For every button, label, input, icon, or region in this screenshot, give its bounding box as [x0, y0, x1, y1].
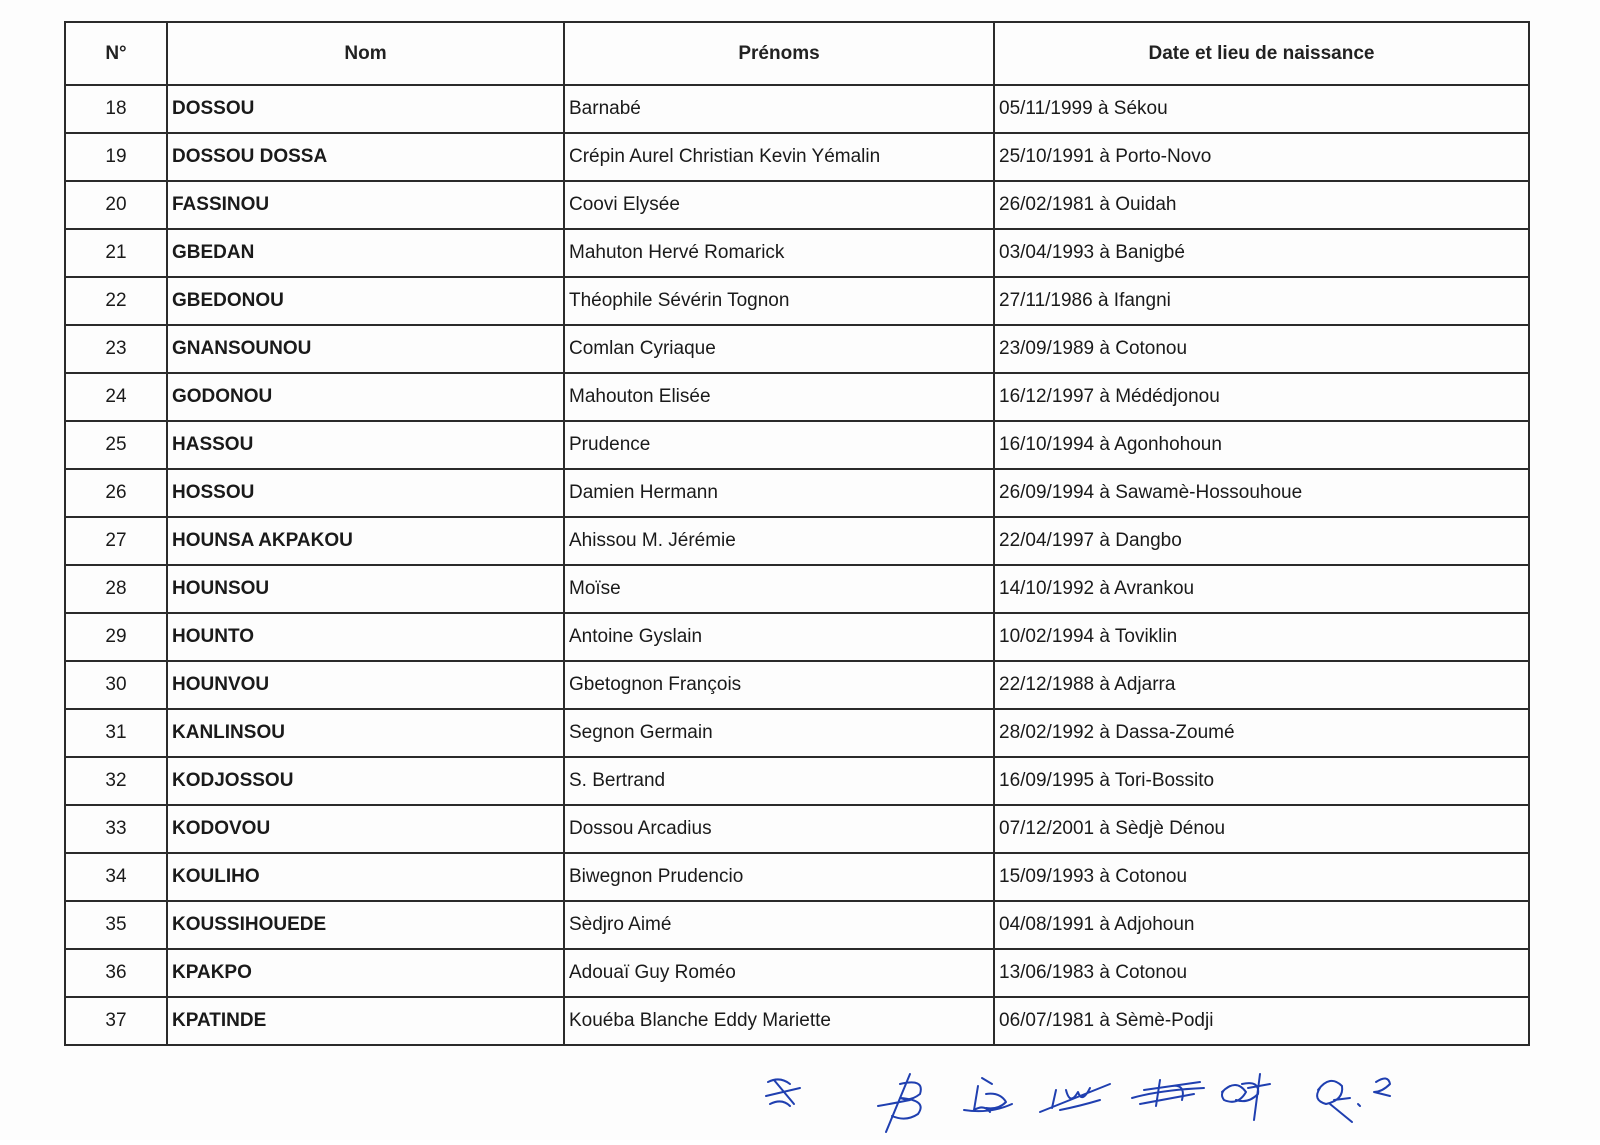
cell-prenoms: Segnon Germain — [564, 709, 994, 757]
cell-num: 30 — [65, 661, 167, 709]
table-row — [65, 757, 1529, 805]
cell-prenoms: Barnabé — [564, 85, 994, 133]
cell-nom: HASSOU — [167, 421, 564, 469]
cell-prenoms: Crépin Aurel Christian Kevin Yémalin — [564, 133, 994, 181]
cell-prenoms: Moïse — [564, 565, 994, 613]
table-row — [65, 565, 1529, 613]
cell-prenoms: Adouaï Guy Roméo — [564, 949, 994, 997]
cell-num: 26 — [65, 469, 167, 517]
cell-nom: HOUNTO — [167, 613, 564, 661]
cell-num: 24 — [65, 373, 167, 421]
cell-nom: KOUSSIHOUEDE — [167, 901, 564, 949]
cell-naissance: 14/10/1992 à Avrankou — [994, 565, 1529, 613]
cell-naissance: 05/11/1999 à Sékou — [994, 85, 1529, 133]
cell-naissance: 10/02/1994 à Toviklin — [994, 613, 1529, 661]
cell-naissance: 22/04/1997 à Dangbo — [994, 517, 1529, 565]
cell-prenoms: Antoine Gyslain — [564, 613, 994, 661]
header-nom: Nom — [167, 22, 564, 85]
cell-nom: KOULIHO — [167, 853, 564, 901]
table-row — [65, 85, 1529, 133]
cell-naissance: 26/09/1994 à Sawamè-Hossouhoue — [994, 469, 1529, 517]
header-num: N° — [65, 22, 167, 85]
candidates-table — [64, 21, 1530, 1046]
cell-num: 29 — [65, 613, 167, 661]
cell-num: 25 — [65, 421, 167, 469]
table-row — [65, 133, 1529, 181]
cell-nom: KPATINDE — [167, 997, 564, 1045]
cell-num: 37 — [65, 997, 167, 1045]
cell-prenoms: Mahouton Elisée — [564, 373, 994, 421]
cell-prenoms: Gbetognon François — [564, 661, 994, 709]
cell-prenoms: Coovi Elysée — [564, 181, 994, 229]
table-row — [65, 181, 1529, 229]
cell-nom: HOUNVOU — [167, 661, 564, 709]
cell-naissance: 23/09/1989 à Cotonou — [994, 325, 1529, 373]
cell-prenoms: Comlan Cyriaque — [564, 325, 994, 373]
cell-naissance: 26/02/1981 à Ouidah — [994, 181, 1529, 229]
cell-naissance: 25/10/1991 à Porto-Novo — [994, 133, 1529, 181]
cell-nom: DOSSOU DOSSA — [167, 133, 564, 181]
cell-naissance: 03/04/1993 à Banigbé — [994, 229, 1529, 277]
cell-num: 27 — [65, 517, 167, 565]
cell-num: 18 — [65, 85, 167, 133]
header-prenoms: Prénoms — [564, 22, 994, 85]
cell-nom: GBEDAN — [167, 229, 564, 277]
cell-nom: HOUNSOU — [167, 565, 564, 613]
table-row — [65, 229, 1529, 277]
signature-area — [760, 1070, 1460, 1140]
cell-nom: KODOVOU — [167, 805, 564, 853]
cell-num: 32 — [65, 757, 167, 805]
cell-prenoms: Damien Hermann — [564, 469, 994, 517]
table-row — [65, 661, 1529, 709]
table-row — [65, 613, 1529, 661]
cell-num: 36 — [65, 949, 167, 997]
cell-naissance: 07/12/2001 à Sèdjè Dénou — [994, 805, 1529, 853]
cell-num: 22 — [65, 277, 167, 325]
cell-num: 28 — [65, 565, 167, 613]
cell-naissance: 15/09/1993 à Cotonou — [994, 853, 1529, 901]
cell-naissance: 16/09/1995 à Tori-Bossito — [994, 757, 1529, 805]
cell-num: 19 — [65, 133, 167, 181]
table-row — [65, 997, 1529, 1045]
table-row — [65, 325, 1529, 373]
cell-nom: HOUNSA AKPAKOU — [167, 517, 564, 565]
cell-naissance: 27/11/1986 à Ifangni — [994, 277, 1529, 325]
table-row — [65, 901, 1529, 949]
cell-prenoms: Kouéba Blanche Eddy Mariette — [564, 997, 994, 1045]
cell-num: 35 — [65, 901, 167, 949]
table-row — [65, 949, 1529, 997]
table-row — [65, 469, 1529, 517]
cell-naissance: 04/08/1991 à Adjohoun — [994, 901, 1529, 949]
cell-nom: GNANSOUNOU — [167, 325, 564, 373]
cell-naissance: 16/12/1997 à Médédjonou — [994, 373, 1529, 421]
cell-prenoms: Biwegnon Prudencio — [564, 853, 994, 901]
table-row — [65, 853, 1529, 901]
cell-nom: KPAKPO — [167, 949, 564, 997]
cell-nom: GODONOU — [167, 373, 564, 421]
cell-nom: DOSSOU — [167, 85, 564, 133]
cell-num: 23 — [65, 325, 167, 373]
cell-num: 33 — [65, 805, 167, 853]
cell-naissance: 28/02/1992 à Dassa-Zoumé — [994, 709, 1529, 757]
cell-naissance: 13/06/1983 à Cotonou — [994, 949, 1529, 997]
table-row — [65, 517, 1529, 565]
cell-nom: FASSINOU — [167, 181, 564, 229]
cell-nom: GBEDONOU — [167, 277, 564, 325]
cell-prenoms: Mahuton Hervé Romarick — [564, 229, 994, 277]
cell-num: 34 — [65, 853, 167, 901]
cell-naissance: 16/10/1994 à Agonhohoun — [994, 421, 1529, 469]
table-row — [65, 805, 1529, 853]
cell-num: 20 — [65, 181, 167, 229]
cell-naissance: 22/12/1988 à Adjarra — [994, 661, 1529, 709]
table-row — [65, 373, 1529, 421]
table-row — [65, 421, 1529, 469]
cell-prenoms: Ahissou M. Jérémie — [564, 517, 994, 565]
cell-prenoms: Théophile Sévérin Tognon — [564, 277, 994, 325]
signature-icon — [760, 1070, 1460, 1140]
header-naissance: Date et lieu de naissance — [994, 22, 1529, 85]
table-row — [65, 277, 1529, 325]
cell-nom: HOSSOU — [167, 469, 564, 517]
cell-prenoms: S. Bertrand — [564, 757, 994, 805]
cell-prenoms: Sèdjro Aimé — [564, 901, 994, 949]
table-body — [65, 85, 1529, 1045]
cell-prenoms: Prudence — [564, 421, 994, 469]
table-header-row — [65, 22, 1529, 85]
cell-num: 21 — [65, 229, 167, 277]
cell-nom: KODJOSSOU — [167, 757, 564, 805]
cell-nom: KANLINSOU — [167, 709, 564, 757]
cell-prenoms: Dossou Arcadius — [564, 805, 994, 853]
table-row — [65, 709, 1529, 757]
cell-naissance: 06/07/1981 à Sèmè-Podji — [994, 997, 1529, 1045]
cell-num: 31 — [65, 709, 167, 757]
